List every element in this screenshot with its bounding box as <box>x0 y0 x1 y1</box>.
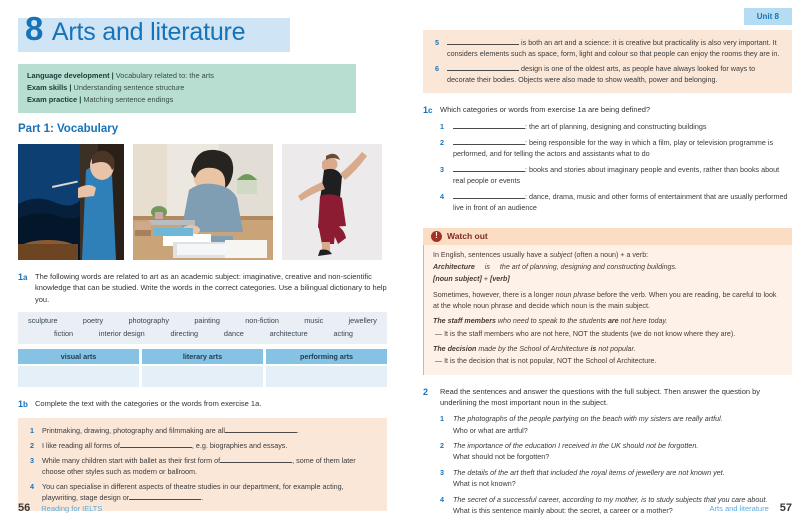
overview-separator: | <box>69 82 72 92</box>
item-text-before: While many children start with ballet as their first form of <box>42 455 221 465</box>
definition-text: : books and stories about imaginary people and events, rather than books about real people or events <box>453 164 780 186</box>
unit-number: 8 <box>25 10 43 47</box>
definition-text: : being responsible for the way in which a film, play or television programme is performed, and for telling the actors and assistants what to do <box>453 137 774 158</box>
category-answer-cell[interactable] <box>266 366 387 387</box>
gap-fill-item <box>30 481 375 503</box>
overview-label: Exam skills <box>27 82 68 92</box>
gap-fill-item <box>30 455 375 477</box>
category-header: performing arts <box>266 349 387 364</box>
tag-noun-subject: [noun subject] <box>433 275 482 284</box>
exercise-1c-number: 1c <box>423 105 433 116</box>
overview-separator: | <box>111 71 114 80</box>
gap-fill-item <box>30 440 375 451</box>
unit-title: Arts and literature <box>51 18 246 46</box>
overview-row <box>27 70 347 82</box>
question-prompt: Who or what are artful? <box>453 425 528 435</box>
category-header: visual arts <box>18 349 139 364</box>
question-prompt: What is not known? <box>453 479 516 489</box>
exercise-1b-number: 1b <box>18 398 28 409</box>
overview-label: Language development <box>27 71 110 80</box>
overview-row <box>27 82 347 94</box>
answer-blank[interactable] <box>129 499 201 500</box>
watch-out-example-1 <box>433 262 783 273</box>
exercise-1b <box>18 398 387 412</box>
example-rest: the art of planning, designing and constructing buildings. <box>499 262 677 271</box>
word-chip: sculpture <box>28 316 58 326</box>
overview-label: Exam practice <box>27 94 78 104</box>
definition-text: : the art of planning, designing and constructing buildings <box>525 121 707 131</box>
item-number: 1 <box>30 426 34 436</box>
word-chip: directing <box>170 328 199 338</box>
watch-out-example-3: The decision made by the School of Architecture is not popular. <box>433 345 636 354</box>
item-text-before: I like reading all forms of <box>42 441 120 451</box>
photo-strip <box>18 144 387 260</box>
item-text-before: Printmaking, drawing, photography and filmmaking are all <box>42 426 225 436</box>
answer-blank[interactable] <box>447 44 519 45</box>
question-item <box>440 467 792 489</box>
gap-fill-item <box>435 63 780 85</box>
question-sentence: The importance of the education I received in the UK should not be forgotten. <box>453 441 699 451</box>
watch-out-example-2: The staff members who need to speak to the students are not here today. <box>433 317 668 326</box>
gap-fill-item <box>435 37 780 59</box>
watch-out-gloss-3: — It is the decision that is not popular, NOT the School of Architecture. <box>435 357 657 366</box>
category-column-literary-arts <box>142 349 263 387</box>
answer-blank[interactable] <box>220 462 292 463</box>
question-sentence: The secret of a successful career, according to my mother, is to study subjects that you care about. <box>453 494 768 504</box>
word-bank-row-2 <box>26 328 379 340</box>
exercise-1b-instruction: Complete the text with the categories or the words from exercise 1a. <box>35 398 262 408</box>
page-number-left: 56 <box>18 502 31 514</box>
watch-out-title: Watch out <box>447 231 488 242</box>
question-prompt: What is this sentence mainly about: the secret, a career or a mother? <box>453 506 673 516</box>
word-chip: acting <box>333 328 353 338</box>
item-number: 3 <box>440 164 444 174</box>
exercise-1b-items-continued <box>423 30 792 93</box>
item-text-before: You can specialise in different aspects of theatre studies in our department, for example acting, playwriting, stage design or <box>42 481 344 502</box>
term-noun-phrase: noun phrase <box>555 290 596 299</box>
example-verb: is <box>484 262 490 271</box>
exercise-2-number: 2 <box>423 386 429 397</box>
definition-item <box>440 164 792 186</box>
answer-blank[interactable] <box>447 70 519 71</box>
category-column-visual-arts <box>18 349 139 387</box>
item-text-after: design is one of the oldest arts, as people have always looked for ways to decorate their bodies. Objects were also made to show wealth, power and belonging. <box>447 63 756 84</box>
word-chip: interior design <box>98 328 145 338</box>
question-item <box>440 413 792 435</box>
term-subject: subject <box>549 250 573 259</box>
tag-verb: [verb] <box>490 275 510 284</box>
answer-blank[interactable] <box>453 144 525 145</box>
watch-out-box <box>423 228 792 375</box>
word-chip: architecture <box>269 328 308 338</box>
photo-painter-at-easel <box>18 144 124 260</box>
word-chip: music <box>304 316 324 326</box>
item-number: 6 <box>435 63 439 73</box>
item-number: 3 <box>440 468 444 478</box>
item-number: 1 <box>440 414 444 424</box>
word-chip: poetry <box>82 316 104 326</box>
watch-out-para-2: Sometimes, however, there is a longer noun phrase before the verb. When you are reading, be careful to look at the whole noun phrase and decide which noun is the main subject. <box>433 290 777 310</box>
word-chip: fiction <box>54 328 74 338</box>
category-column-performing-arts <box>266 349 387 387</box>
word-chip: painting <box>194 316 220 326</box>
answer-blank[interactable] <box>453 128 525 129</box>
item-number: 3 <box>30 455 34 465</box>
exercise-1a-number: 1a <box>18 271 28 282</box>
item-text-after: . <box>201 492 204 502</box>
footer-left <box>18 502 102 514</box>
footer-right <box>710 502 792 514</box>
item-number: 4 <box>440 192 444 202</box>
gap-fill-item <box>30 425 375 436</box>
answer-blank[interactable] <box>225 432 297 433</box>
item-number: 2 <box>30 441 34 451</box>
question-sentence: The details of the art theft that included the royal items of jewellery are not known yet. <box>453 468 725 478</box>
watch-out-body <box>423 245 792 375</box>
word-bank <box>18 312 387 344</box>
question-item <box>440 440 792 462</box>
page-number-right: 57 <box>779 502 792 514</box>
exclamation-icon: ! <box>431 231 442 242</box>
overview-desc: Understanding sentence structure <box>73 82 185 92</box>
unit-banner <box>18 12 387 56</box>
item-number: 4 <box>440 494 444 504</box>
word-chip: photography <box>128 316 170 326</box>
item-number: 2 <box>440 441 444 451</box>
watch-out-gloss-2: — It is the staff members who are not here, NOT the students (we do not know where they are). <box>435 329 736 338</box>
footer-label-right: Arts and literature <box>709 504 769 513</box>
footer-label-left: Reading for IELTS <box>41 504 103 513</box>
exercise-1a-instruction: The following words are related to art as an academic subject: imaginative, creative and non-scientific knowledge that can be studied. Write the words in the correct categories. Use a bilingual dictionary to help you. <box>35 271 387 304</box>
answer-blank[interactable] <box>120 447 192 448</box>
example-subject: Architecture <box>433 262 475 271</box>
photo-student-studying <box>133 144 273 260</box>
item-number: 2 <box>440 137 444 147</box>
definition-item <box>440 137 792 159</box>
answer-blank[interactable] <box>453 171 525 172</box>
definition-text: : dance, drama, music and other forms of entertainment that are usually performed live in front of an audience <box>453 192 788 213</box>
exercise-2 <box>423 386 792 521</box>
definition-item <box>440 191 792 213</box>
exercise-1c <box>423 104 792 218</box>
item-number: 4 <box>30 481 34 491</box>
item-text-after: , some of them later choose other styles such as modern or ballroom. <box>42 455 356 476</box>
word-chip: jewellery <box>348 316 377 326</box>
watch-out-example-1-tags: [noun subject] + [verb] <box>433 275 510 284</box>
item-text-after: . <box>296 426 299 436</box>
question-sentence: The photographs of the people partying on the beach with my sisters are really artful. <box>453 414 723 424</box>
item-text-after: is both an art and a science: it is creative but practicality is also very important. It considers elements such as space, form, light and colour so that people can enjoy the rooms they are in. <box>447 38 780 59</box>
overview-separator: | <box>79 94 82 104</box>
exercise-1c-instruction: Which categories or words from exercise 1a are being defined? <box>440 105 651 115</box>
category-answer-cell[interactable] <box>18 366 139 387</box>
definition-item <box>440 121 792 132</box>
part-heading: Part 1: Vocabulary <box>18 122 119 135</box>
word-chip: dance <box>223 328 244 338</box>
unit-overview-box <box>18 64 356 113</box>
word-chip: non-fiction <box>245 316 279 326</box>
item-number: 1 <box>440 121 444 131</box>
question-prompt: What should not be forgotten? <box>453 452 550 462</box>
overview-desc: Matching sentence endings <box>83 94 174 104</box>
watch-out-header <box>423 228 792 245</box>
item-text-after: , e.g. biographies and essays. <box>191 441 288 451</box>
answer-blank[interactable] <box>453 198 525 199</box>
right-page <box>405 0 810 527</box>
category-table <box>18 349 387 387</box>
exercise-2-instruction: Read the sentences and answer the questions with the full subject. Then answer the question by underlining the most important noun in the subject. <box>440 386 761 408</box>
overview-desc: Vocabulary related to: the arts <box>115 71 214 80</box>
watch-out-intro: In English, sentences usually have a subject (often a noun) + a verb: <box>433 250 649 259</box>
item-number: 5 <box>435 38 439 47</box>
photo-dancer-posing <box>282 144 382 260</box>
unit-tab: Unit 8 <box>744 8 792 25</box>
exercise-1b-items <box>18 418 387 510</box>
category-answer-cell[interactable] <box>142 366 263 387</box>
word-bank-row-1 <box>26 315 379 327</box>
exercise-1a <box>18 271 387 305</box>
category-header: literary arts <box>142 349 263 364</box>
overview-row <box>27 94 347 106</box>
